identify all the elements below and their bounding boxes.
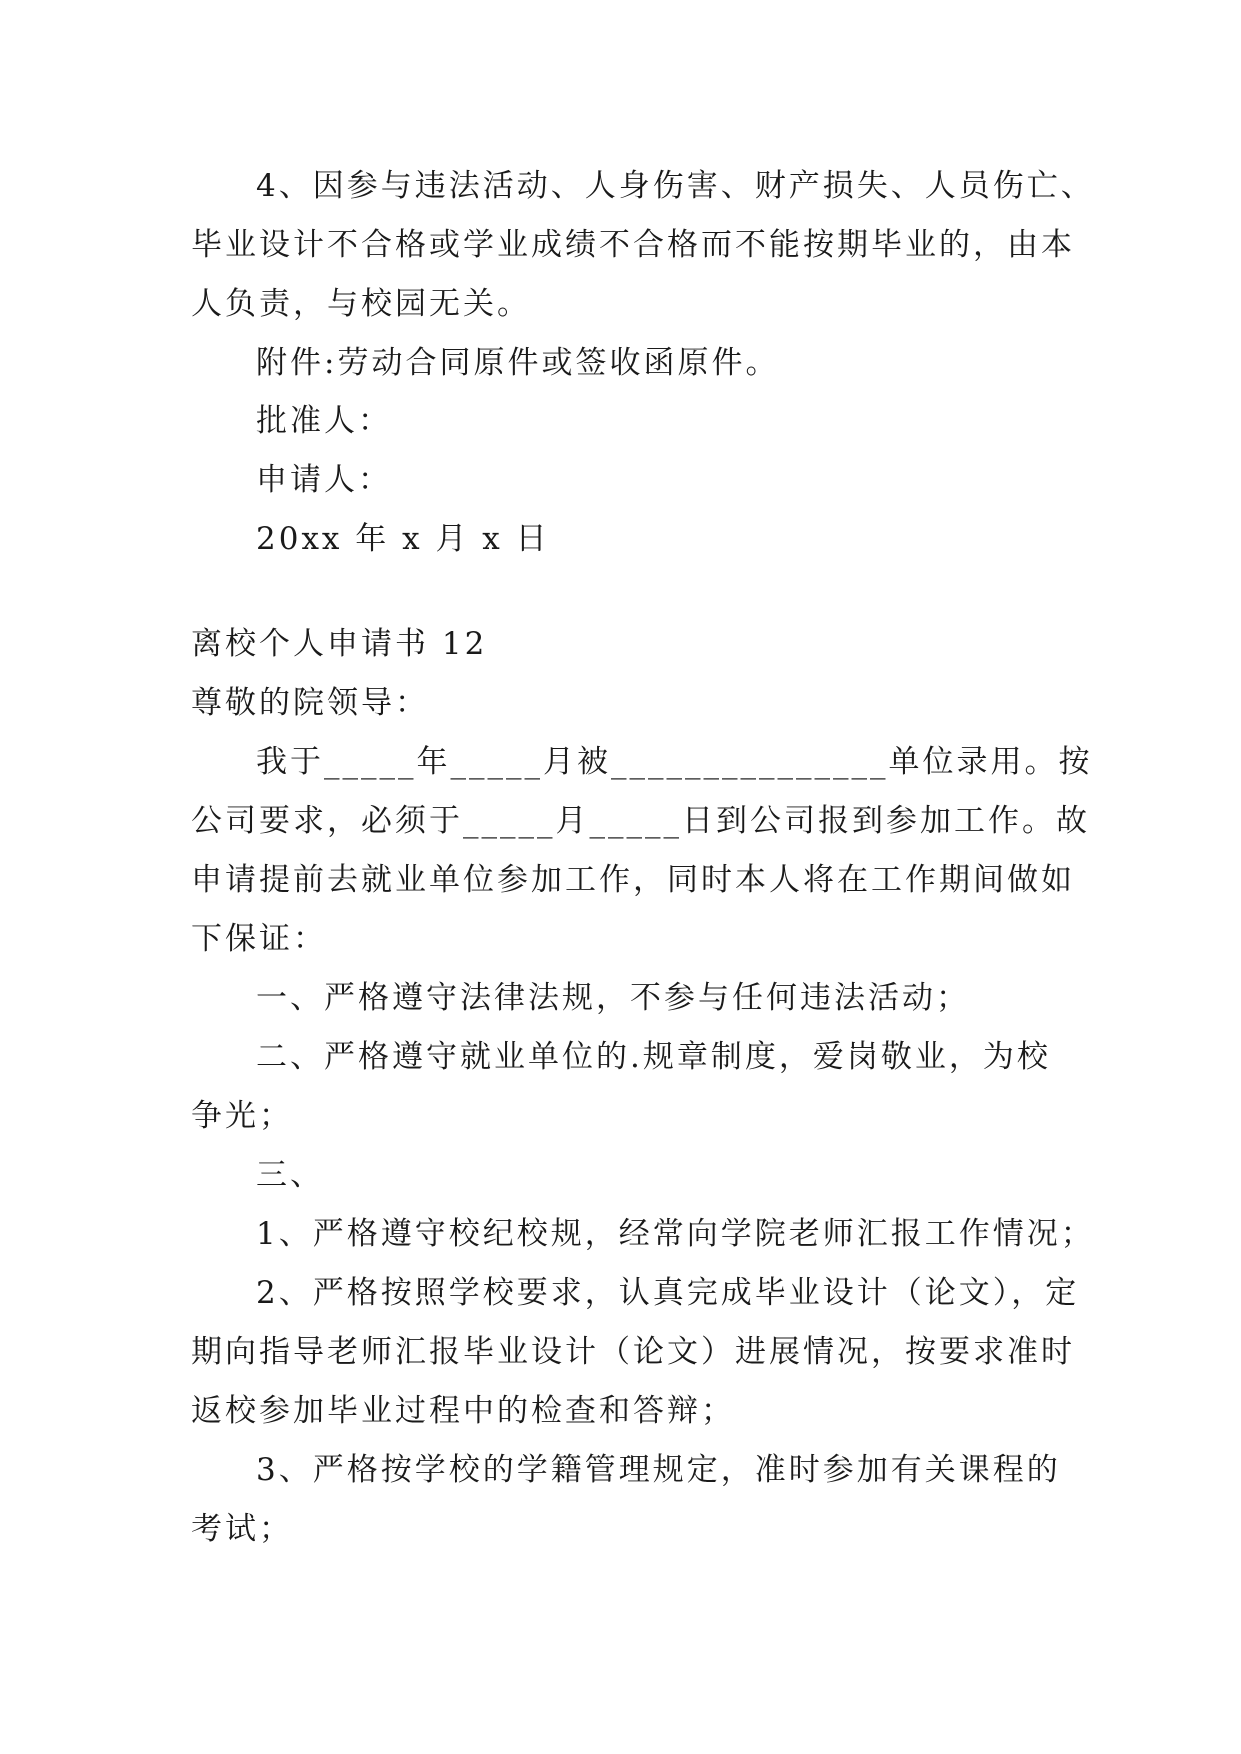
applicant-label: 申请人： bbox=[256, 462, 392, 498]
pledge-3-heading: 三、 bbox=[256, 1157, 324, 1193]
pledge-3-item-2-line-1: 2、严格按照学校要求，认真完成毕业设计（论文），定 bbox=[256, 1275, 1080, 1311]
approver-label: 批准人： bbox=[256, 403, 392, 439]
body-line-3: 申请提前去就业单位参加工作，同时本人将在工作期间做如 bbox=[191, 862, 1075, 898]
section-title: 离校个人申请书 12 bbox=[191, 626, 488, 662]
body-line-2: 公司要求，必须于_____月_____日到公司报到参加工作。故 bbox=[191, 803, 1090, 839]
pledge-2-line-1: 二、严格遵守就业单位的.规章制度，爱岗敬业，为校 bbox=[256, 1039, 1051, 1075]
pledge-3-item-2-line-2: 期向指导老师汇报毕业设计（论文）进展情况，按要求准时 bbox=[191, 1334, 1075, 1370]
clause-4-line-3: 人负责，与校园无关。 bbox=[191, 286, 531, 322]
date-line: 20xx 年 x 月 x 日 bbox=[256, 521, 550, 557]
pledge-3-item-3-line-1: 3、严格按学校的学籍管理规定，准时参加有关课程的 bbox=[256, 1452, 1061, 1488]
salutation: 尊敬的院领导： bbox=[191, 685, 429, 721]
clause-4-line-2: 毕业设计不合格或学业成绩不合格而不能按期毕业的，由本 bbox=[191, 227, 1075, 263]
attachment-note: 附件:劳动合同原件或签收函原件。 bbox=[256, 345, 780, 381]
pledge-3-item-2-line-3: 返校参加毕业过程中的检查和答辩； bbox=[191, 1393, 735, 1429]
pledge-2-line-2: 争光； bbox=[191, 1098, 293, 1134]
body-line-4: 下保证： bbox=[191, 921, 327, 957]
pledge-3-item-3-line-2: 考试； bbox=[191, 1511, 293, 1547]
pledge-3-item-1: 1、严格遵守校纪校规，经常向学院老师汇报工作情况； bbox=[256, 1216, 1095, 1252]
pledge-1: 一、严格遵守法律法规，不参与任何违法活动； bbox=[256, 980, 970, 1016]
body-line-1: 我于_____年_____月被_______________单位录用。按 bbox=[256, 744, 1093, 780]
clause-4-line-1: 4、因参与违法活动、人身伤害、财产损失、人员伤亡、 bbox=[256, 168, 1095, 204]
